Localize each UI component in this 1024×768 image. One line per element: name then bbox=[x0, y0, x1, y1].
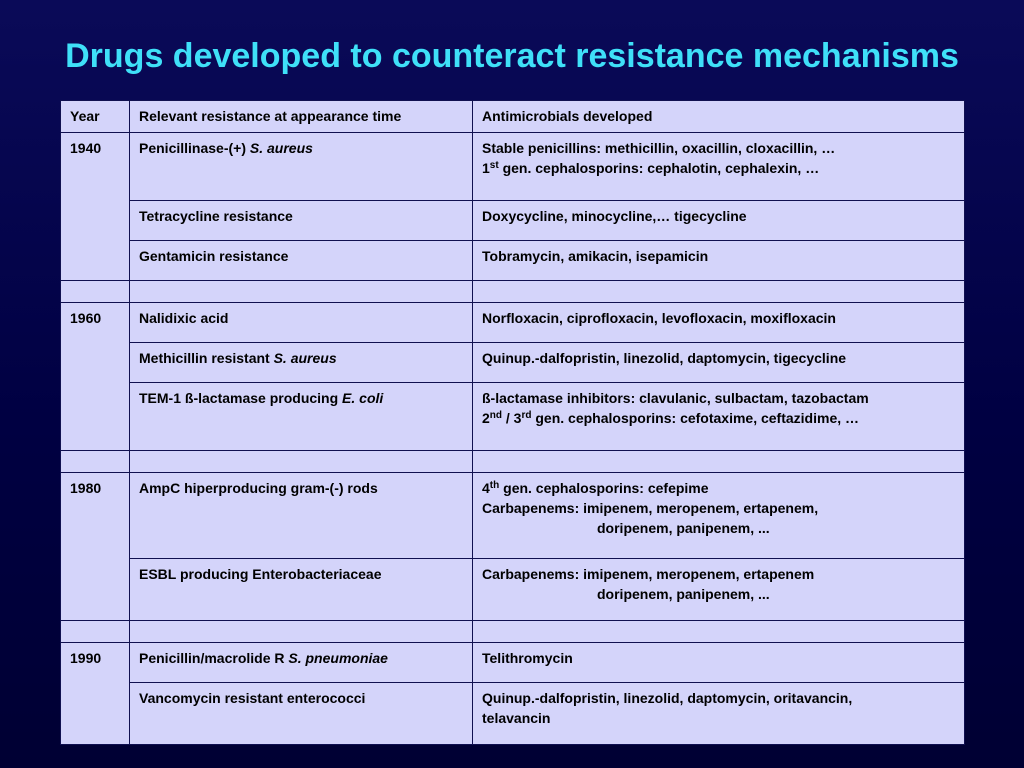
table-row bbox=[61, 683, 965, 745]
resistance-cell: ESBL producing Enterobacteriaceae bbox=[130, 559, 473, 621]
resistance-cell: Gentamicin resistance bbox=[130, 241, 473, 281]
resistance-cell: Methicillin resistant S. aureus bbox=[130, 343, 473, 383]
antimicrobials-cell: Tobramycin, amikacin, isepamicin bbox=[473, 241, 965, 281]
table-row bbox=[61, 201, 965, 241]
table-row bbox=[61, 383, 965, 451]
header-resistance: Relevant resistance at appearance time bbox=[130, 101, 473, 133]
antimicrobials-cell: Stable penicillins: methicillin, oxacillin, cloxacillin, … 1st gen. cephalosporins: cephalotin, cephalexin, … bbox=[473, 133, 965, 201]
header-antimicrobials: Antimicrobials developed bbox=[473, 101, 965, 133]
year-cell: 1990 bbox=[61, 643, 130, 745]
year-cell: 1940 bbox=[61, 133, 130, 281]
antimicrobials-cell: Quinup.-dalfopristin, linezolid, daptomycin, oritavancin, telavancin bbox=[473, 683, 965, 745]
slide-title: Drugs developed to counteract resistance mechanisms bbox=[65, 37, 959, 75]
antimicrobials-cell: ß-lactamase inhibitors: clavulanic, sulbactam, tazobactam 2nd / 3rd gen. cephalosporins: cefotaxime, ceftazidime, … bbox=[473, 383, 965, 451]
resistance-drugs-table bbox=[60, 100, 965, 745]
resistance-cell: Penicillinase-(+) S. aureus bbox=[130, 133, 473, 201]
table-row bbox=[61, 643, 965, 683]
resistance-cell: Penicillin/macrolide R S. pneumoniae bbox=[130, 643, 473, 683]
resistance-cell: Vancomycin resistant enterococci bbox=[130, 683, 473, 745]
table-row bbox=[61, 473, 965, 559]
antimicrobials-cell: 4th gen. cephalosporins: cefepime Carbapenems: imipenem, meropenem, ertapenem, doripenem, panipenem, ... bbox=[473, 473, 965, 559]
antimicrobials-cell: Quinup.-dalfopristin, linezolid, daptomycin, tigecycline bbox=[473, 343, 965, 383]
year-cell: 1960 bbox=[61, 303, 130, 451]
spacer-row bbox=[61, 451, 965, 473]
resistance-cell: AmpC hiperproducing gram-(-) rods bbox=[130, 473, 473, 559]
spacer-row bbox=[61, 281, 965, 303]
table-row bbox=[61, 343, 965, 383]
table-row bbox=[61, 241, 965, 281]
table-row bbox=[61, 133, 965, 201]
spacer-row bbox=[61, 621, 965, 643]
resistance-cell: Tetracycline resistance bbox=[130, 201, 473, 241]
table-header-row bbox=[61, 101, 965, 133]
table-row bbox=[61, 303, 965, 343]
year-cell: 1980 bbox=[61, 473, 130, 621]
header-year: Year bbox=[61, 101, 130, 133]
antimicrobials-cell: Norfloxacin, ciprofloxacin, levofloxacin, moxifloxacin bbox=[473, 303, 965, 343]
table-row bbox=[61, 559, 965, 621]
antimicrobials-cell: Telithromycin bbox=[473, 643, 965, 683]
resistance-cell: Nalidixic acid bbox=[130, 303, 473, 343]
antimicrobials-cell: Doxycycline, minocycline,… tigecycline bbox=[473, 201, 965, 241]
resistance-cell: TEM-1 ß-lactamase producing E. coli bbox=[130, 383, 473, 451]
antimicrobials-cell: Carbapenems: imipenem, meropenem, ertapenem doripenem, panipenem, ... bbox=[473, 559, 965, 621]
